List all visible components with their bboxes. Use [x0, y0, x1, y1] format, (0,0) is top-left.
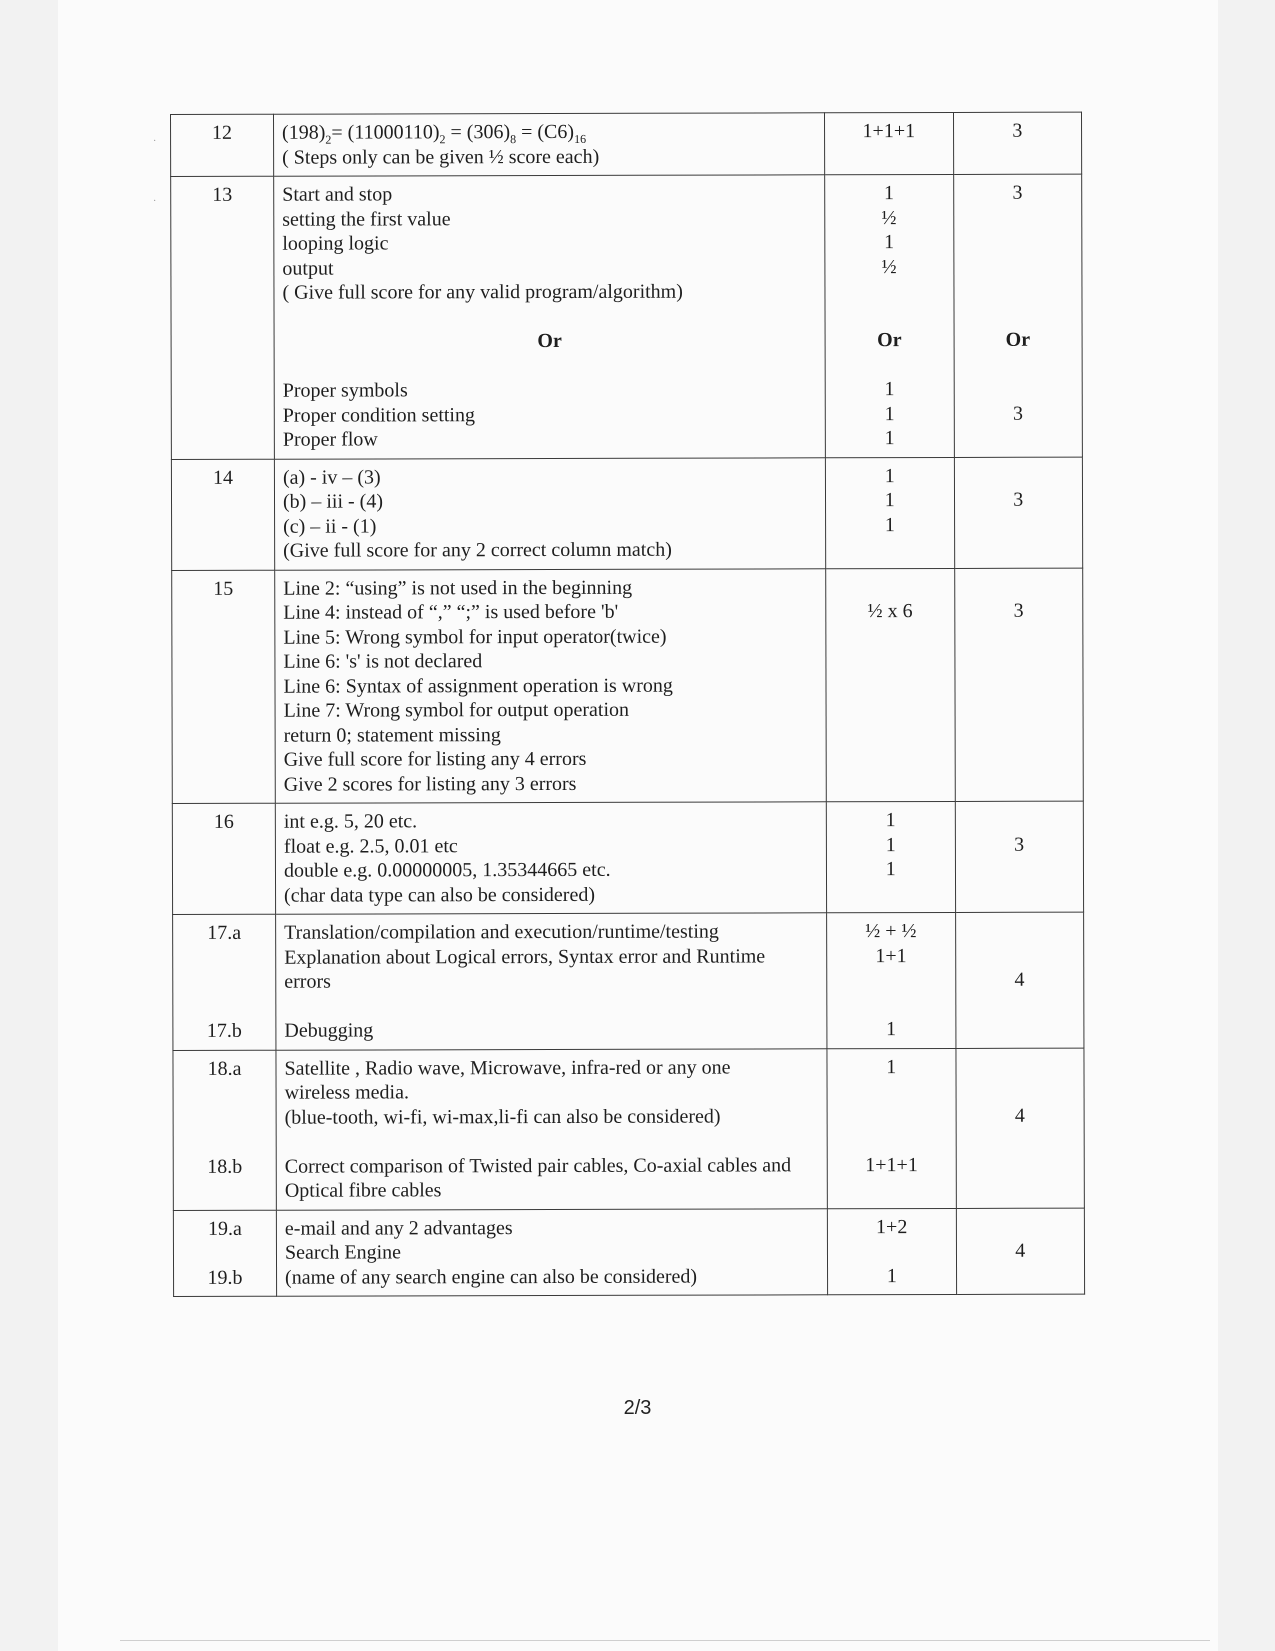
answer-line: ( Give full score for any valid program/algorithm)	[282, 280, 683, 304]
answer-line: (char data type can also be considered)	[284, 883, 596, 907]
score-value: 1+1+1	[865, 1153, 918, 1176]
blank-line	[181, 945, 267, 970]
score-value: 1+1	[875, 944, 907, 967]
points-split-cell	[827, 912, 956, 1048]
blank-line	[965, 1263, 1077, 1288]
blank-line	[963, 512, 1075, 537]
score-value: 3	[1014, 833, 1025, 856]
points-split-cell	[827, 1208, 956, 1295]
score-value: 1	[884, 231, 895, 254]
blank-line	[182, 1105, 268, 1130]
blank-line	[833, 279, 945, 304]
answer-line: return 0; statement missing	[283, 723, 501, 747]
answer-line: wireless media.	[284, 1081, 409, 1104]
answer-key-table	[170, 112, 1085, 1297]
question-number-cell	[171, 114, 274, 176]
blank-line	[963, 808, 1075, 833]
blank-line	[181, 970, 267, 995]
question-number: 18.a	[207, 1057, 242, 1080]
answer-line: Explanation about Logical errors, Syntax error and Runtime	[284, 944, 766, 969]
score-value: 1	[886, 1055, 897, 1078]
answer-line: output	[282, 257, 334, 280]
answer-line: Line 2: “using” is not used in the beginning	[283, 576, 633, 600]
score-value: 1	[884, 402, 895, 425]
question-number-cell	[173, 1210, 276, 1297]
points-split-cell	[827, 1048, 956, 1208]
answer-line: Correct comparison of Twisted pair cables, Co-axial cables and	[284, 1153, 792, 1178]
answer-line: errors	[284, 970, 331, 993]
total-score-cell	[955, 912, 1084, 1048]
answer-line: Debugging	[284, 1019, 374, 1042]
number-text: = (C6)	[516, 120, 575, 144]
question-row	[171, 457, 1082, 570]
score-value: 3	[1013, 599, 1024, 622]
blank-line	[835, 968, 947, 993]
scan-speck: ·	[153, 196, 157, 207]
blank-line	[964, 1128, 1076, 1153]
answer-line: Search Engine	[284, 1241, 402, 1264]
page-bottom-edge	[120, 1640, 1210, 1641]
blank-line	[964, 943, 1076, 968]
answer-line: Proper flow	[282, 428, 378, 451]
score-value: 1	[884, 489, 895, 512]
blank-line	[836, 1128, 948, 1153]
blank-line	[834, 303, 946, 328]
answer-cell	[276, 1048, 827, 1209]
score-value: 4	[1015, 1239, 1026, 1262]
total-score-cell	[955, 1048, 1084, 1208]
score-value: 1	[885, 809, 896, 832]
answer-cell	[276, 1208, 827, 1296]
question-number-cell	[173, 1050, 276, 1210]
blank-line	[964, 1214, 1076, 1239]
blank-line	[282, 304, 816, 330]
total-score-cell	[954, 457, 1083, 568]
question-number-cell	[172, 803, 275, 914]
answer-cell	[274, 175, 826, 459]
blank-line	[963, 537, 1075, 562]
answer-line: Start and stop	[282, 183, 393, 206]
answer-line: (c) – ii - (1)	[283, 514, 377, 538]
answer-line: Line 6: Syntax of assignment operation is wrong	[283, 674, 673, 698]
page-number: 2/3	[623, 1397, 652, 1419]
question-number: 17.a	[207, 921, 242, 944]
answer-line: setting the first value	[282, 207, 451, 231]
blank-line	[962, 463, 1074, 488]
blank-line	[962, 230, 1074, 255]
blank-line	[835, 992, 947, 1017]
score-value: 1	[884, 427, 895, 450]
question-row	[171, 112, 1082, 176]
points-split-cell	[825, 112, 954, 174]
blank-line	[836, 1079, 948, 1104]
base-conversion-line	[282, 119, 816, 145]
question-number-cell	[172, 570, 276, 804]
answer-line: Optical fibre cables	[284, 1179, 442, 1202]
answer-line: looping logic	[282, 232, 389, 255]
question-row	[172, 801, 1083, 914]
score-value: 1	[884, 513, 895, 536]
blank-line	[836, 1239, 948, 1264]
answer-line: e-mail and any 2 advantages	[284, 1216, 513, 1240]
blank-line	[962, 279, 1074, 304]
base-subscript: 2	[325, 132, 332, 147]
score-value: 1	[885, 833, 896, 856]
answer-line: Proper symbols	[282, 379, 408, 402]
score-value: 3	[1012, 181, 1023, 204]
question-row	[171, 174, 1083, 459]
blank-line	[834, 352, 946, 377]
blank-line	[962, 303, 1074, 328]
total-score-cell	[956, 1208, 1085, 1295]
answer-line: Proper condition setting	[282, 403, 476, 427]
answer-line: Line 7: Wrong symbol for output operation	[283, 698, 630, 722]
score-value: ½ + ½	[865, 920, 917, 943]
score-value: 1	[886, 1264, 897, 1287]
blank-line	[834, 574, 946, 599]
score-value: 3	[1013, 402, 1024, 425]
question-number-cell	[173, 914, 276, 1050]
blank-line	[964, 1079, 1076, 1104]
blank-line	[964, 1054, 1076, 1079]
question-number: 19.b	[207, 1266, 243, 1289]
total-score-cell	[953, 112, 1082, 174]
points-split-cell	[825, 457, 954, 568]
answer-line: (b) – iii - (4)	[282, 490, 384, 513]
blank-line	[182, 1241, 268, 1266]
blank-line	[834, 537, 946, 562]
score-value: 1	[884, 378, 895, 401]
blank-line	[964, 919, 1076, 944]
number-text: = (11000110)	[331, 121, 440, 144]
blank-line	[284, 993, 818, 1019]
blank-line	[962, 254, 1074, 279]
blank-line	[964, 992, 1076, 1017]
score-value: 1+2	[876, 1215, 908, 1238]
total-score-cell	[954, 568, 1083, 802]
blank-line	[963, 574, 1075, 599]
score-value: 4	[1014, 1104, 1025, 1127]
question-number: 14	[212, 466, 233, 489]
score-value: ½ x 6	[867, 600, 913, 623]
blank-line	[182, 1081, 268, 1106]
question-number: 17.b	[206, 1019, 242, 1042]
question-number: 13	[212, 183, 233, 206]
or-separator: Or	[537, 329, 562, 353]
answer-line: (name of any search engine can also be considered)	[285, 1265, 698, 1289]
answer-line: Line 5: Wrong symbol for input operator(twice)	[283, 625, 667, 649]
total-score-cell	[955, 801, 1084, 912]
score-value: 1	[884, 464, 895, 487]
scan-speck: ·	[153, 136, 157, 147]
answer-line: int e.g. 5, 20 etc.	[283, 810, 418, 833]
question-number: 18.b	[207, 1155, 243, 1178]
answer-line: float e.g. 2.5, 0.01 etc	[283, 834, 458, 858]
answer-line: ( Steps only can be given ½ score each)	[282, 145, 600, 169]
total-score-cell	[953, 174, 1082, 457]
points-split-cell	[826, 568, 955, 802]
question-row	[173, 1208, 1084, 1297]
question-number: 12	[212, 121, 233, 144]
blank-line	[962, 426, 1074, 451]
points-split-cell	[826, 801, 955, 912]
score-value: 4	[1014, 968, 1025, 991]
answer-cell	[273, 113, 824, 176]
answer-line: double e.g. 0.00000005, 1.35344665 etc.	[283, 858, 611, 882]
answer-cell	[276, 913, 827, 1050]
answer-line: Line 4: instead of “,” “;” is used before 'b'	[283, 600, 619, 624]
question-number: 15	[213, 577, 234, 600]
blank-line	[285, 1128, 819, 1154]
question-row	[173, 912, 1084, 1050]
blank-line	[964, 1152, 1076, 1177]
answer-line: (Give full score for any 2 correct column match)	[283, 538, 672, 562]
or-separator: Or	[1005, 328, 1031, 351]
question-number: 16	[213, 810, 234, 833]
score-value: 1	[886, 1018, 897, 1041]
blank-line	[962, 352, 1074, 377]
blank-line	[962, 205, 1074, 230]
answer-line: Satellite , Radio wave, Microwave, infra-red or any one	[284, 1056, 731, 1080]
score-value: 3	[1012, 119, 1023, 142]
answer-cell	[274, 457, 825, 569]
answer-line: (a) - iv – (3)	[282, 465, 381, 489]
score-value: ½	[881, 206, 897, 229]
question-number: 19.a	[207, 1217, 242, 1240]
answer-cell	[275, 802, 826, 914]
answer-line: Give 2 scores for listing any 3 errors	[283, 772, 577, 796]
question-row	[173, 1048, 1084, 1210]
answer-line: Give full score for listing any 4 errors	[283, 747, 587, 771]
answer-line: (blue-tooth, wi-fi, wi-max,li-fi can also be considered)	[284, 1105, 721, 1129]
score-value: ½	[881, 255, 897, 278]
score-value: 1	[883, 182, 895, 205]
answer-line: Translation/compilation and execution/runtime/testing	[284, 920, 719, 944]
question-row	[172, 568, 1084, 804]
number-text: (198)	[282, 121, 326, 144]
blank-line	[182, 1130, 268, 1155]
blank-line	[181, 994, 267, 1019]
or-separator: Or	[877, 329, 902, 352]
answer-line: Line 6: 's' is not declared	[283, 650, 483, 673]
base-subscript: 2	[439, 132, 446, 147]
base-subscript: 16	[574, 131, 587, 146]
blank-line	[836, 1103, 948, 1128]
base-subscript: 8	[510, 132, 517, 147]
points-split-cell	[825, 174, 954, 457]
answer-cell	[275, 568, 827, 803]
blank-line	[962, 377, 1074, 402]
score-value: 3	[1013, 488, 1024, 511]
blank-line	[963, 857, 1075, 882]
question-number-cell	[171, 176, 275, 459]
question-number-cell	[171, 459, 274, 570]
score-value: 1+1+1	[862, 120, 916, 143]
number-text: = (306)	[445, 121, 511, 144]
blank-line	[964, 1017, 1076, 1042]
score-value: 1	[885, 858, 896, 881]
blank-line	[283, 353, 817, 379]
